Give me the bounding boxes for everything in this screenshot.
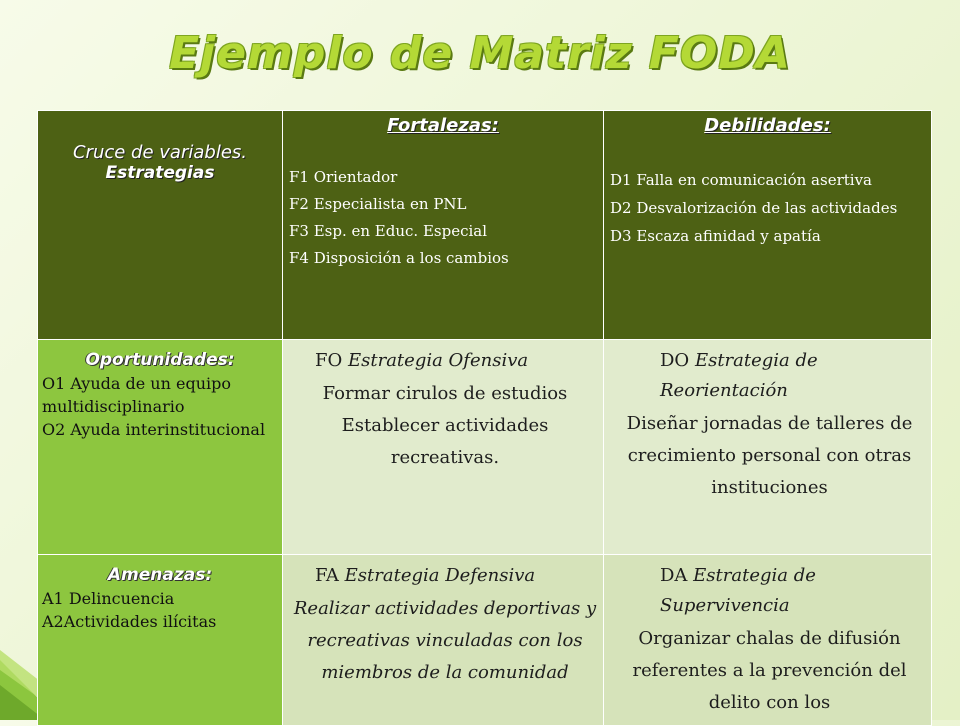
amenazas-heading: Amenazas:	[107, 565, 213, 585]
fortaleza-item: F2 Especialista en PNL	[289, 195, 467, 213]
da-action: Organizar chalas de difusión referentes a la prevención del delito con los	[632, 628, 907, 713]
oportunidad-item: O2 Ayuda interinstitucional	[42, 420, 266, 439]
amenazas-cell	[38, 555, 283, 726]
fortaleza-item: F4 Disposición a los cambios	[289, 249, 509, 267]
fa-strategy-cell	[283, 555, 604, 726]
oportunidades-row	[38, 340, 932, 555]
crossing-label-line2: Estrategias	[105, 163, 215, 183]
oportunidades-heading: Oportunidades:	[85, 350, 235, 370]
fa-action: Realizar actividades deportivas y recreativas vinculadas con los miembros de la comunidad	[293, 598, 597, 683]
fortaleza-item: F1 Orientador	[289, 168, 398, 186]
fa-code: FA	[315, 565, 339, 586]
page-title: Ejemplo de Matriz FODA	[169, 28, 791, 79]
debilidades-heading: Debilidades:	[704, 115, 831, 136]
do-strategy-cell	[604, 340, 932, 555]
fo-action: Formar cirulos de estudios	[322, 383, 568, 404]
oportunidad-item: O1 Ayuda de un equipo multidisciplinario	[42, 374, 231, 416]
crossing-label-line1: Cruce de variables.	[72, 142, 247, 163]
debilidad-item: D3 Escaza afinidad y apatía	[610, 227, 821, 245]
amenazas-row	[38, 555, 932, 726]
fo-code: FO	[315, 350, 343, 371]
fo-name: Estrategia Ofensiva	[347, 350, 529, 371]
da-code: DA	[660, 565, 688, 586]
fa-name: Estrategia Defensiva	[344, 565, 536, 586]
do-action: Diseñar jornadas de talleres de crecimiento personal con otras instituciones	[626, 413, 913, 498]
oportunidades-cell	[38, 340, 283, 555]
do-code: DO	[660, 350, 690, 371]
fo-strategy-cell	[283, 340, 604, 555]
fortaleza-item: F3 Esp. en Educ. Especial	[289, 222, 488, 240]
fo-action: Establecer actividades recreativas.	[341, 415, 549, 468]
do-name: Estrategia de Reorientación	[660, 350, 818, 401]
foda-matrix	[37, 110, 932, 726]
debilidades-cell	[604, 111, 932, 340]
crossing-cell	[38, 111, 283, 340]
debilidad-item: D2 Desvalorización de las actividades	[610, 199, 898, 217]
da-name: Estrategia de Supervivencia	[660, 565, 816, 616]
debilidad-item: D1 Falla en comunicación asertiva	[610, 171, 872, 189]
fortalezas-heading: Fortalezas:	[387, 115, 499, 136]
da-strategy-cell	[604, 555, 932, 726]
header-row	[38, 111, 932, 340]
amenaza-item: A1 Delincuencia	[42, 589, 175, 608]
amenaza-item: A2Actividades ilícitas	[42, 612, 217, 631]
fortalezas-cell	[283, 111, 604, 340]
